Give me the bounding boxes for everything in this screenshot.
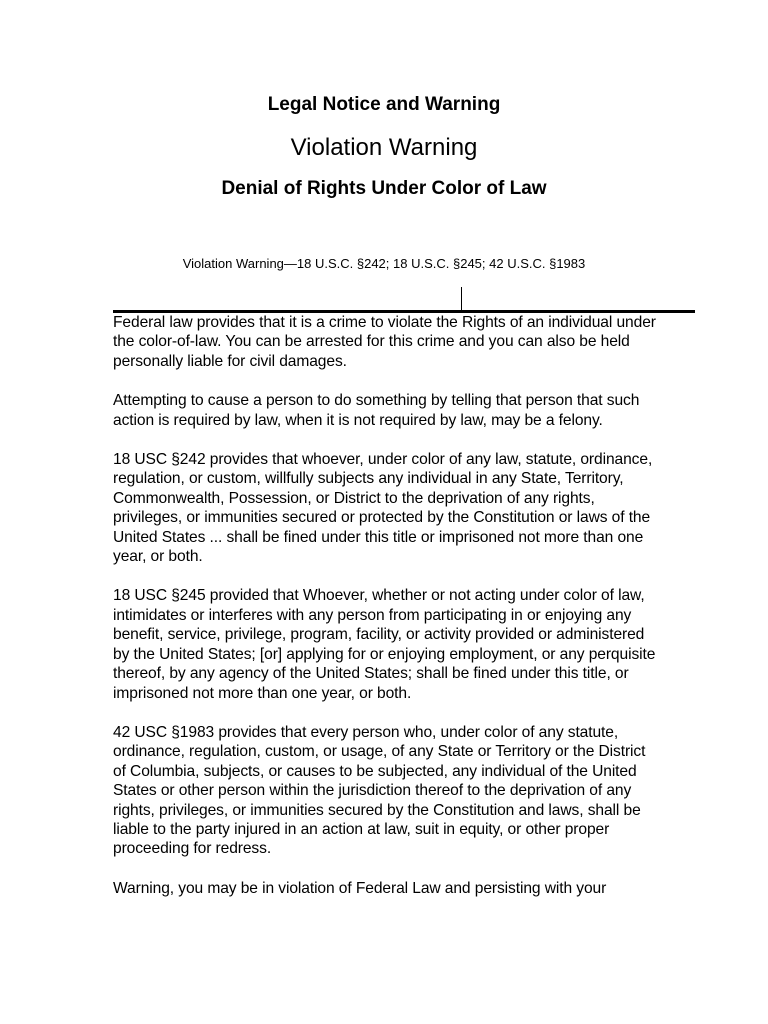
document-subtitle: Denial of Rights Under Color of Law [221, 178, 547, 199]
divider-tick [461, 287, 462, 311]
document-body [113, 313, 658, 918]
paragraph-usc-245: 18 USC §245 provided that Whoever, whether or not acting under color of law, intimidates or interferes with any person from participating in or enjoying any benefit, service, privilege, program, facility, or activity provided or administered by the United States; [or] applying for or enjoying employment, or any perquisite thereof, by any agency of the United States; shall be fined under this title, or imprisoned not more than one year, or both. [113, 587, 656, 702]
paragraph-attempting: Attempting to cause a person to do something by telling that person that such action is required by law, when it is not required by law, may be a felony. [113, 392, 640, 429]
paragraph-warning: Warning, you may be in violation of Federal Law and persisting with your [113, 879, 607, 897]
statute-citation: Violation Warning—18 U.S.C. §242; 18 U.S.C. §245; 42 U.S.C. §1983 [182, 256, 586, 271]
warning-title: Violation Warning [290, 134, 478, 161]
paragraph-federal-law: Federal law provides that it is a crime to violate the Rights of an individual under the color-of-law. You can be arrested for this crime and you can also be held personally liable for civil damages. [113, 314, 656, 370]
notice-title: Legal Notice and Warning [267, 94, 501, 115]
paragraph-usc-242: 18 USC §242 provides that whoever, under color of any law, statute, ordinance, regulation, or custom, willfully subjects any individual in any State, Territory, Commonwealth, Possession, or District to the deprivation of any rights, privileges, or immunities secured or protected by the Constitution or laws of the United States ... shall be fined under this title or imprisoned not more than one year, or both. [113, 451, 653, 566]
paragraph-usc-1983: 42 USC §1983 provides that every person who, under color of any statute, ordinance, regulation, custom, or usage, of any State or Territory or the District of Columbia, subjects, or causes to be subjected, any individual of the United States or other person within the jurisdiction thereof to the deprivation of any rights, privileges, or immunities secured by the Constitution and laws, shall be liable to the party injured in an action at law, suit in equity, or other proper proceeding for redress. [113, 723, 646, 858]
